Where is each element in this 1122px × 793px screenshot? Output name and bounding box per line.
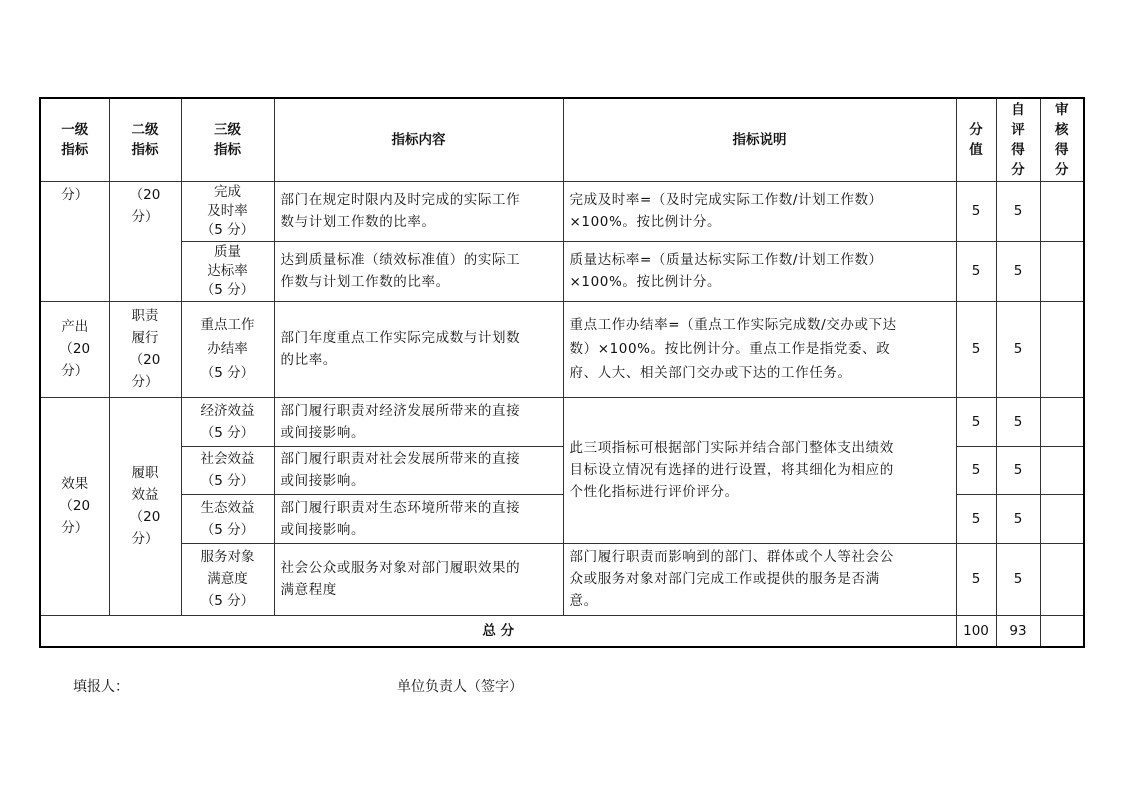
score-cell: 5: [956, 241, 996, 301]
level3-cell: 生态效益 （5 分）: [181, 494, 274, 543]
total-score: 100: [956, 615, 996, 647]
self-score-cell[interactable]: 5: [996, 181, 1040, 241]
table-row: [40, 543, 1084, 615]
self-score-cell[interactable]: 5: [996, 241, 1040, 301]
audit-score-cell[interactable]: [1040, 494, 1084, 543]
header-level2: 二级 指标: [109, 98, 181, 181]
score-cell: 5: [956, 397, 996, 446]
content-cell: 社会公众或服务对象对部门履职效果的 满意程度: [274, 543, 563, 615]
audit-score-cell[interactable]: [1040, 543, 1084, 615]
content-cell: 部门在规定时限内及时完成的实际工作 数与计划工作数的比率。: [274, 181, 563, 241]
description-cell: 完成及时率=（及时完成实际工作数/计划工作数） ×100%。按比例计分。: [563, 181, 956, 241]
content-cell: 部门履行职责对生态环境所带来的直接 或间接影响。: [274, 494, 563, 543]
content-cell: 部门履行职责对社会发展所带来的直接 或间接影响。: [274, 446, 563, 494]
header-score: 分 值: [956, 98, 996, 181]
description-cell: 部门履行职责而影响到的部门、群体或个人等社会公 众或服务对象对部门完成工作或提供的服务是否满 意。: [563, 543, 956, 615]
filler-label: 填报人：: [73, 679, 129, 695]
header-row: [40, 98, 1084, 181]
description-cell: 此三项指标可根据部门实际并结合部门整体支出绩效 目标设立情况有选择的进行设置，将其细化为相应的 个性化指标进行评价评分。: [563, 397, 956, 543]
score-cell: 5: [956, 543, 996, 615]
score-cell: 5: [956, 494, 996, 543]
score-cell: 5: [956, 446, 996, 494]
level3-cell: 经济效益 （5 分）: [181, 397, 274, 446]
level1-cell: 产出 （20 分）: [40, 301, 109, 397]
level3-cell: 质量 达标率 （5 分）: [181, 241, 274, 301]
level3-cell: 重点工作 办结率 （5 分）: [181, 301, 274, 397]
level3-cell: 服务对象 满意度 （5 分）: [181, 543, 274, 615]
total-audit-score[interactable]: [1040, 615, 1084, 647]
total-self-score[interactable]: 93: [996, 615, 1040, 647]
table-row: [40, 241, 1084, 301]
header-level1: 一级 指标: [40, 98, 109, 181]
score-cell: 5: [956, 301, 996, 397]
score-cell: 5: [956, 181, 996, 241]
header-description: 指标说明: [563, 98, 956, 181]
audit-score-cell[interactable]: [1040, 181, 1084, 241]
audit-score-cell[interactable]: [1040, 397, 1084, 446]
level3-cell: 完成 及时率 （5 分）: [181, 181, 274, 241]
level2-cell: 职责 履行 （20 分）: [109, 301, 181, 397]
unit-leader-signature-label: 单位负责人（签字）: [397, 679, 523, 695]
audit-score-cell[interactable]: [1040, 301, 1084, 397]
header-content: 指标内容: [274, 98, 563, 181]
total-row: [40, 615, 1084, 647]
level1-cell: 分）: [40, 181, 109, 301]
description-cell: 质量达标率=（质量达标实际工作数/计划工作数） ×100%。按比例计分。: [563, 241, 956, 301]
level2-cell: 履职 效益 （20 分）: [109, 397, 181, 615]
header-self-score: 自 评 得 分: [996, 98, 1040, 181]
evaluation-table: [39, 97, 1085, 648]
self-score-cell[interactable]: 5: [996, 543, 1040, 615]
table-row: [40, 397, 1084, 446]
self-score-cell[interactable]: 5: [996, 446, 1040, 494]
level2-cell: （20 分）: [109, 181, 181, 301]
header-level3: 三级 指标: [181, 98, 274, 181]
content-cell: 部门履行职责对经济发展所带来的直接 或间接影响。: [274, 397, 563, 446]
self-score-cell[interactable]: 5: [996, 301, 1040, 397]
description-cell: 重点工作办结率=（重点工作实际完成数/交办或下达 数）×100%。按比例计分。重点工作是指党委、政 府、人大、相关部门交办或下达的工作任务。: [563, 301, 956, 397]
content-cell: 部门年度重点工作实际完成数与计划数 的比率。: [274, 301, 563, 397]
self-score-cell[interactable]: 5: [996, 494, 1040, 543]
self-score-cell[interactable]: 5: [996, 397, 1040, 446]
header-audit-score: 审 核 得 分: [1040, 98, 1084, 181]
audit-score-cell[interactable]: [1040, 241, 1084, 301]
audit-score-cell[interactable]: [1040, 446, 1084, 494]
table-row: [40, 301, 1084, 397]
total-label: 总 分: [40, 615, 956, 647]
content-cell: 达到质量标准（绩效标准值）的实际工 作数与计划工作数的比率。: [274, 241, 563, 301]
table-row: [40, 181, 1084, 241]
level3-cell: 社会效益 （5 分）: [181, 446, 274, 494]
level1-cell: 效果 （20 分）: [40, 397, 109, 615]
